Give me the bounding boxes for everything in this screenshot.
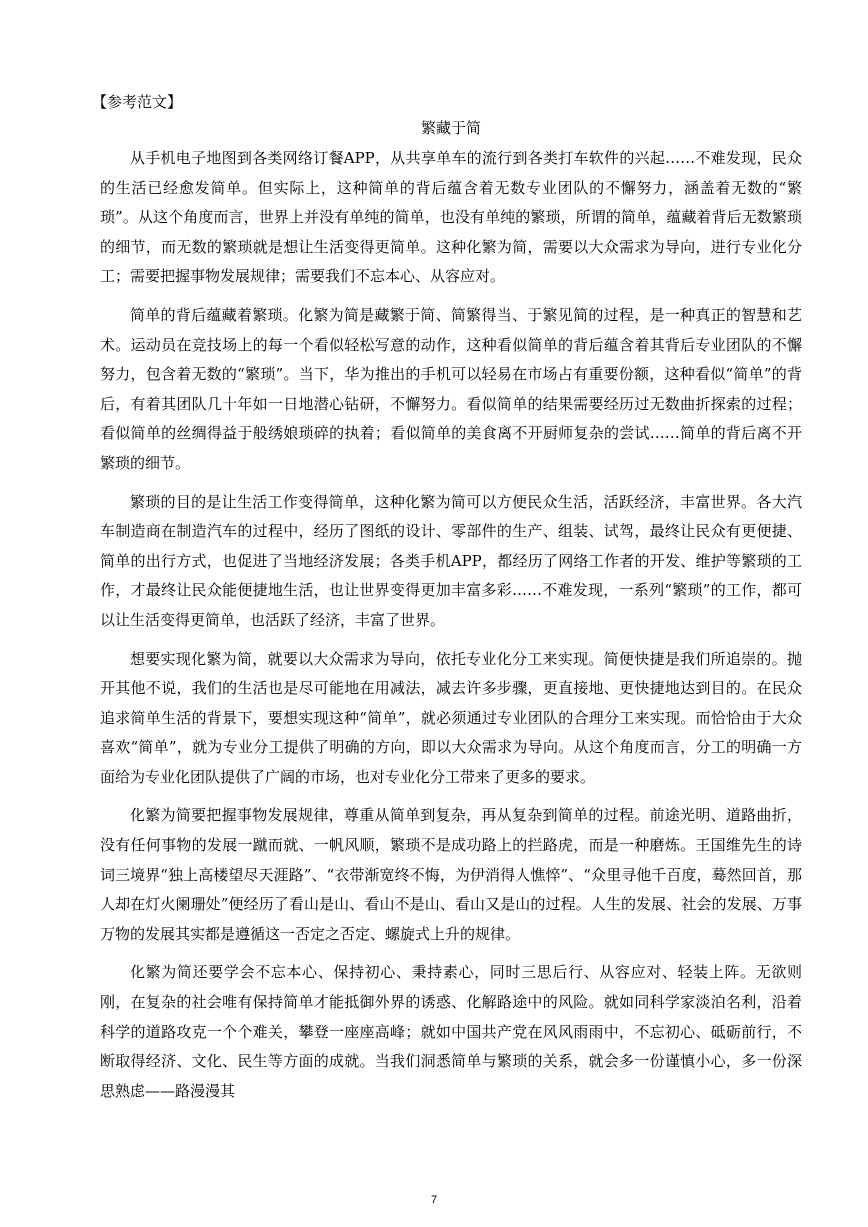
page-number: 7 <box>430 1194 438 1206</box>
paragraph-3: 繁琐的目的是让生活工作变得简单，这种化繁为简可以方便民众生活，活跃经济，丰富世界。各大汽车制造商在制造汽车的过程中，经历了图纸的设计、零部件的生产、组装、试驾，最终让民众有更便捷、简单的出行方式，也促进了当地经济发展；各类手机APP，都经历了网络工作者的开发、维护等繁琐的工作，才最终让民众能便捷地生活，也让世界变得更加丰富多彩……不难发现，一系列“繁琐”的工作，都可以让生活变得更简单，也活跃了经济，丰富了世界。 <box>100 492 802 629</box>
paragraph-4: 想要实现化繁为简，就要以大众需求为导向，依托专业化分工来实现。简便快捷是我们所追崇的。抛开其他不说，我们的生活也是尽可能地在用减法，减去许多步骤，更直接地、更快捷地达到目的。在民众追求简单生活的背景下，要想实现这种“简单”，就必须通过专业团队的合理分工来实现。而恰恰由于大众喜欢“简单”，就为专业分工提供了明确的方向，即以大众需求为导向。从这个角度而言，分工的明确一方面给为专业化团队提供了广阔的市场，也对专业化分工带来了更多的要求。 <box>100 649 802 786</box>
paragraph-6: 化繁为简还要学会不忘本心、保持初心、秉持素心，同时三思后行、从容应对、轻装上阵。无欲则刚，在复杂的社会唯有保持简单才能抵御外界的诱惑、化解路途中的风险。就如同科学家淡泊名利，沿着科学的道路攻克一个个难关，攀登一座座高峰；就如中国共产党在风风雨雨中，不忘初心、砥砺前行，不断取得经济、文化、民生等方面的成就。当我们洞悉简单与繁琐的关系，就会多一份谨慎小心，多一份深思熟虑——路漫漫其 <box>100 963 802 1100</box>
paragraph-5: 化繁为简要把握事物发展规律，尊重从简单到复杂，再从复杂到简单的过程。前途光明、道路曲折，没有任何事物的发展一蹴而就、一帆风顺，繁琐不是成功路上的拦路虎，而是一种磨炼。王国维先生的诗词三境界“独上高楼望尽天涯路”、“衣带渐宽终不悔，为伊消得人憔悴”、“众里寻他千百度，蓦然回首，那人却在灯火阑珊处”便经历了看山是山、看山不是山、看山又是山的过程。人生的发展、社会的发展、万事万物的发展其实都是遵循这一否定之否定、螺旋式上升的规律。 <box>100 806 802 943</box>
paragraph-1: 从手机电子地图到各类网络订餐APP，从共享单车的流行到各类打车软件的兴起……不难发现，民众的生活已经愈发简单。但实际上，这种简单的背后蕴含着无数专业团队的不懈努力，涵盖着无数的“繁琐”。从这个角度而言，世界上并没有单纯的简单，也没有单纯的繁琐，所谓的简单，蕴藏着背后无数繁琐的细节，而无数的繁琐就是想让生活变得更简单。这种化繁为简，需要以大众需求为导向，进行专业化分工；需要把握事物发展规律；需要我们不忘本心、从容应对。 <box>100 149 802 286</box>
essay-title: 繁藏于简 <box>420 119 481 137</box>
section-label: 【参考范文】 <box>92 93 183 111</box>
document-body <box>92 92 802 1115</box>
paragraph-2: 简单的背后蕴藏着繁琐。化繁为简是藏繁于简、简繁得当、于繁见简的过程，是一种真正的智慧和艺术。运动员在竞技场上的每一个看似轻松写意的动作，这种看似简单的背后蕴含着其背后专业团队的不懈努力，包含着无数的“繁琐”。当下，华为推出的手机可以轻易在市场占有重要份额，这种看似“简单”的背后，有着其团队几十年如一日地潜心钻研，不懈努力。看似简单的结果需要经历过无数曲折探索的过程；看似简单的丝绸得益于般绣娘琐碎的执着；看似简单的美食离不开厨师复杂的尝试……简单的背后离不开繁琐的细节。 <box>100 305 802 472</box>
